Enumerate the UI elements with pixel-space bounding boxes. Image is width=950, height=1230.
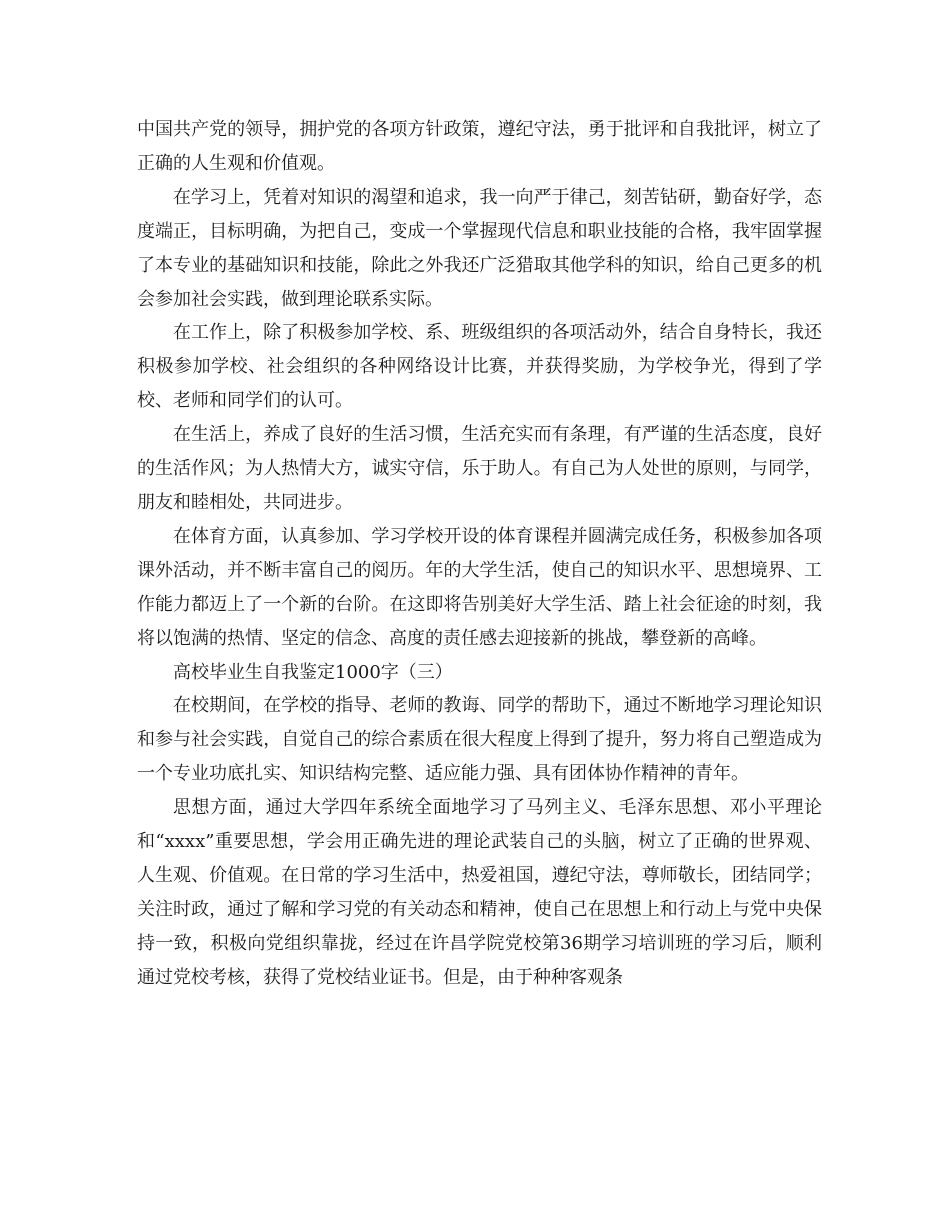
paragraph-life: 在生活上，养成了良好的生活习惯，生活充实而有条理，有严谨的生活态度，良好的生活作风；为人热情大方，诚实守信，乐于助人。有自己为人处世的原则，与同学，朋友和睦相处，共同进步。 — [137, 424, 822, 513]
paragraph-ideology: 思想方面，通过大学四年系统全面地学习了马列主义、毛泽东思想、邓小平理论和“xxxx”重要思想，学会用正确先进的理论武装自己的头脑，树立了正确的世界观、人生观、价值观。在日常的学习生活中，热爱祖国，遵纪守法，尊师敬长，团结同学；关注时政，通过了解和学习党的有关动态和精神，使自己在思想上和行动上与党中央保持一致，积极向党组织靠拢，经过在许昌学院党校第36期学习培训班的学习后，顺利通过党校考核，获得了党校结业证书。但是，由于种种客观条 — [137, 797, 822, 988]
paragraph-sports: 在体育方面，认真参加、学习学校开设的体育课程并圆满完成任务，积极参加各项课外活动，并不断丰富自己的阅历。年的大学生活，使自己的知识水平、思想境界、工作能力都迈上了一个新的台阶。在这即将告别美好大学生活、踏上社会征途的时刻，我将以饱满的热情、坚定的信念、高度的责任感去迎接新的挑战，攀登新的高峰。 — [137, 525, 822, 649]
paragraph-school-period: 在校期间，在学校的指导、老师的教诲、同学的帮助下，通过不断地学习理论知识和参与社会实践，自觉自己的综合素质在很大程度上得到了提升，努力将自己塑造成为一个专业功底扎实、知识结构完整、适应能力强、具有团体协作精神的青年。 — [137, 695, 822, 785]
paragraph-continuation: 中国共产党的领导，拥护党的各项方针政策，遵纪守法，勇于批评和自我批评，树立了正确的人生观和价值观。 — [137, 119, 822, 174]
section-heading: 高校毕业生自我鉴定1000字（三） — [173, 661, 453, 683]
paragraph-work: 在工作上，除了积极参加学校、系、班级组织的各项活动外，结合自身特长，我还积极参加学校、社会组织的各种网络设计比赛，并获得奖励，为学校争光，得到了学校、老师和同学们的认可。 — [137, 322, 822, 412]
document-page — [137, 113, 822, 995]
paragraph-study: 在学习上，凭着对知识的渴望和追求，我一向严于律己，刻苦钻研，勤奋好学，态度端正，目标明确，为把自己，变成一个掌握现代信息和职业技能的合格，我牢固掌握了本专业的基础知识和技能，除此之外我还广泛猎取其他学科的知识，给自己更多的机会参加社会实践，做到理论联系实际。 — [137, 186, 822, 310]
